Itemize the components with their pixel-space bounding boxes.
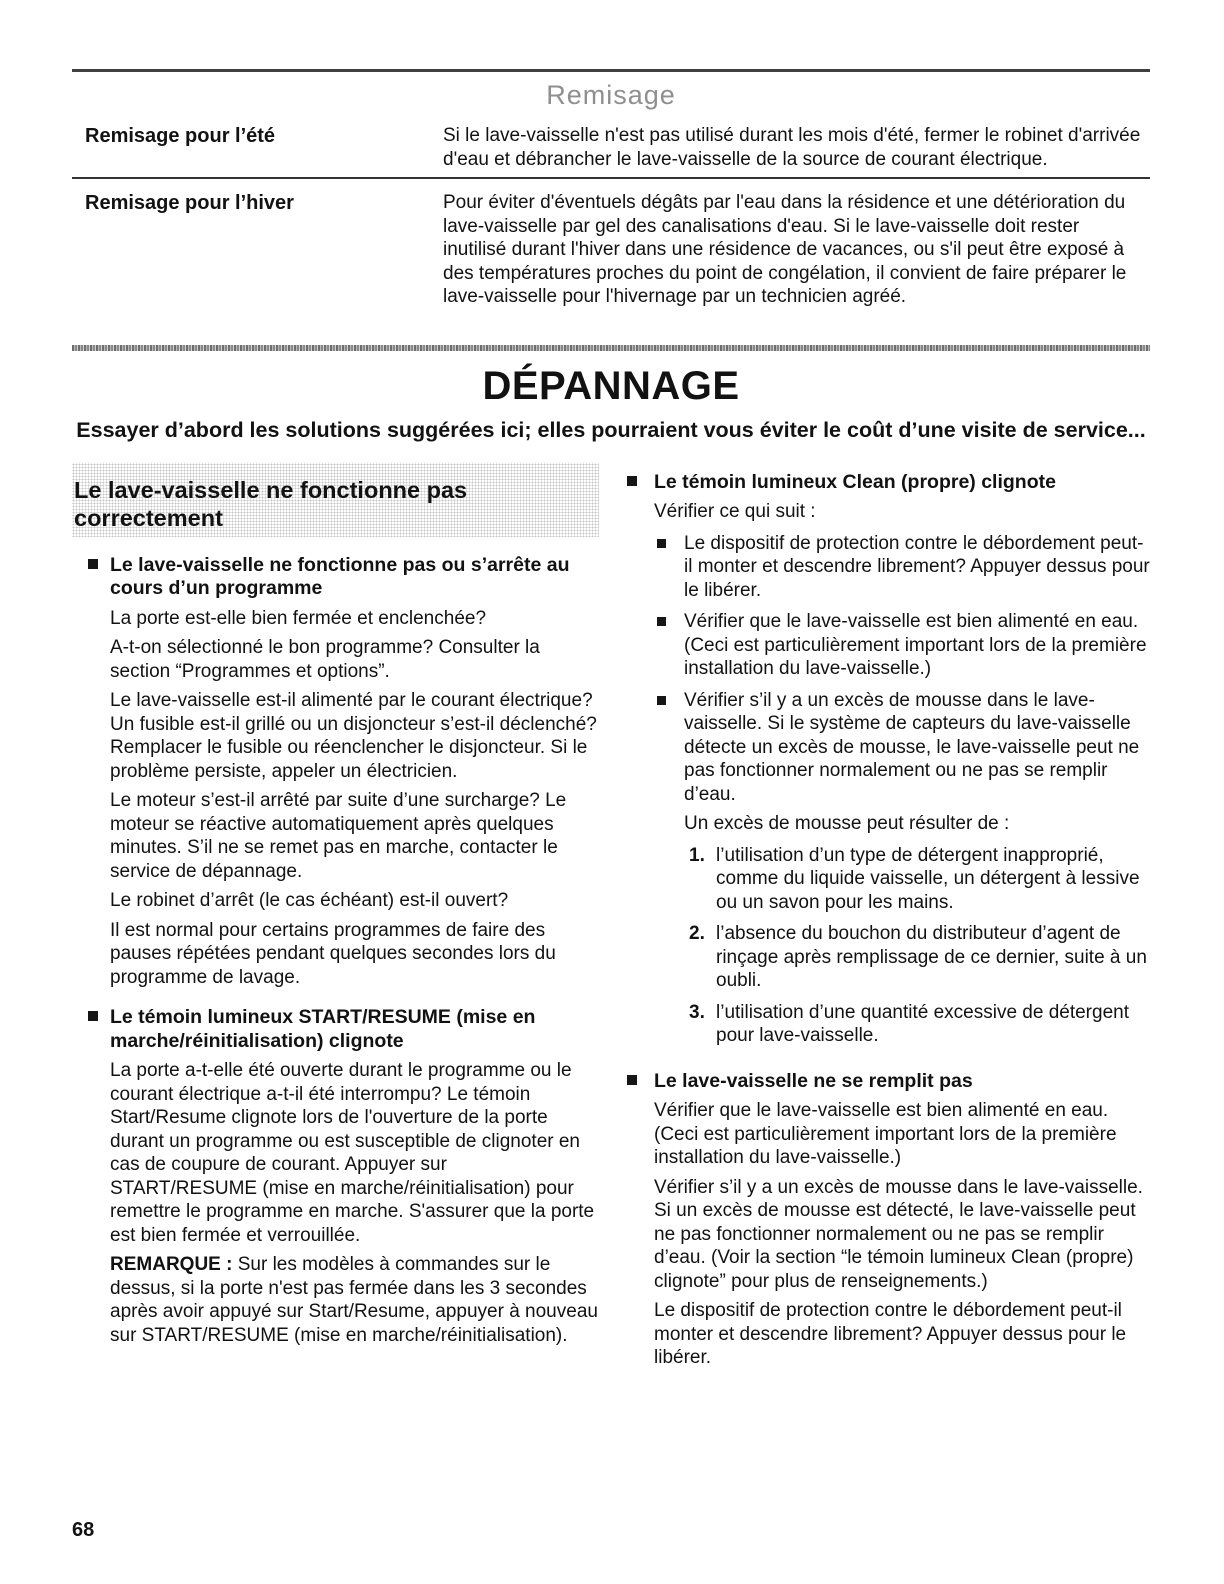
issue-item-clean-light-blinks — [627, 471, 1150, 1048]
numbered-item-text: l’utilisation d’une quantité excessive de détergent pour lave-vaisselle. — [716, 1001, 1129, 1046]
storage-section-title: Remisage — [546, 80, 676, 110]
issue-item-not-working — [72, 554, 599, 990]
sub-bullet — [654, 689, 1150, 807]
storage-row-label: Remisage pour l’été — [85, 125, 276, 147]
note-label: REMARQUE : — [110, 1254, 233, 1275]
top-rule-divider — [72, 69, 1150, 72]
issue-paragraph: Le lave-vaisselle est-il alimenté par le courant électrique? Un fusible est-il grillé ou un disjoncteur s’est-il déclenché? Remplacer le fusible ou réenclencher le disjoncteur. Si le problème persiste, appeler un électricien. — [110, 690, 597, 782]
issue-paragraph: Le dispositif de protection contre le débordement peut-il monter et descendre librement? Appuyer dessus pour le libérer. — [654, 1300, 1127, 1368]
right-column — [627, 463, 1150, 1370]
section-heading: Le lave-vaisselle ne fonctionne pas correctement — [72, 463, 599, 537]
numbered-item-text: l’utilisation d’un type de détergent inapproprié, comme du liquide vaisselle, un détergent à lessive ou un savon pour les mains. — [716, 844, 1140, 913]
stippled-section-divider — [72, 345, 1150, 351]
number-marker: 3. — [689, 1001, 705, 1023]
bullet-square-icon — [88, 559, 98, 569]
bullet-square-icon — [657, 617, 666, 626]
issue-heading: Le lave-vaisselle ne se remplit pas — [654, 1069, 973, 1092]
storage-row-winter — [72, 177, 1150, 317]
sub-bullet-text: Le dispositif de protection contre le débordement peut-il monter et descendre librement? Appuyer dessus pour le libérer. — [684, 532, 1150, 601]
note-text: Sur les modèles à commandes sur le dessus, si la porte n'est pas fermée dans les 3 secondes après avoir appuyé sur Start/Resume, appuyer à nouveau sur START/RESUME (mise en marche/réinitialisation). — [110, 1254, 598, 1346]
issue-paragraph: Le moteur s’est-il arrêté par suite d’une surcharge? Le moteur se réactive automatiquement après quelques minutes. S’il ne se remet pas en marche, contacter le service de dépannage. — [110, 790, 567, 882]
issue-paragraph: Vérifier ce qui suit : — [654, 501, 816, 522]
sub-bullet-text: Vérifier que le lave-vaisselle est bien alimenté en eau. (Ceci est particulièrement important lors de la première installation du lave-vaisselle.) — [684, 611, 1147, 679]
two-column-body — [72, 463, 1150, 1370]
issue-item-no-fill — [627, 1070, 1150, 1370]
troubleshooting-subtitle: Essayer d’abord les solutions suggérées ici; elles pourraient vous éviter le coût d’une visite de service... — [76, 417, 1146, 442]
numbered-item — [654, 922, 1150, 993]
left-column — [72, 463, 599, 1370]
sub-bullet — [654, 532, 1150, 603]
issue-paragraph: La porte a-t-elle été ouverte durant le programme ou le courant électrique a-t-il été interrompu? Le témoin Start/Resume clignote lors de l'ouverture de la porte durant un programme ou est susceptible de clignoter en cas de coupure de courant. Appuyer sur START/RESUME (mise en marche/réinitialisation) pour remettre le programme en marche. S'assurer que la porte est bien fermée et verrouillée. — [110, 1060, 595, 1246]
issue-heading: Le lave-vaisselle ne fonctionne pas ou s’arrête au cours d’un programme — [110, 553, 570, 599]
page-number: 68 — [72, 1519, 95, 1541]
issue-note — [110, 1253, 599, 1347]
sub-bullet-text: Vérifier s’il y a un excès de mousse dans le lave-vaisselle. Si le système de capteurs du lave-vaisselle détecte un excès de mousse, le lave-vaisselle peut ne pas fonctionner normalement ou ne pas se remplir d’eau. — [684, 689, 1140, 805]
numbered-item-text: l’absence du bouchon du distributeur d’agent de rinçage après remplissage de ce dernier, suite à un oubli. — [716, 923, 1147, 991]
numbered-item — [654, 844, 1150, 915]
issue-heading: Le témoin lumineux START/RESUME (mise en marche/réinitialisation) clignote — [110, 1006, 536, 1052]
storage-row-summer — [72, 112, 1150, 177]
bullet-square-icon — [88, 1011, 98, 1021]
sub-bullet — [654, 610, 1150, 681]
bullet-square-icon — [627, 476, 637, 486]
issue-paragraph: Le robinet d’arrêt (le cas échéant) est-il ouvert? — [110, 890, 509, 911]
issue-paragraph: Vérifier que le lave-vaisselle est bien alimenté en eau. (Ceci est particulièrement important lors de la première installation du lave-vaisselle.) — [654, 1100, 1117, 1168]
number-marker: 1. — [689, 844, 705, 866]
numbered-item — [654, 1001, 1150, 1048]
issue-paragraph: Il est normal pour certains programmes de faire des pauses répétées pendant quelques secondes lors du programme de lavage. — [110, 919, 556, 988]
bullet-square-icon — [627, 1075, 637, 1085]
storage-row-text: Pour éviter d'éventuels dégâts par l'eau dans la résidence et une détérioration du lave-vaisselle par gel des canalisations d'eau. Si le lave-vaisselle doit rester inutilisé durant l'hiver dans une résidence de vacances, ou s'il peut être exposé à des températures proches du point de congélation, il convient de faire préparer le lave-vaisselle pour l'hivernage par un technicien agréé. — [443, 192, 1127, 307]
issue-paragraph: A-t-on sélectionné le bon programme? Consulter la section “Programmes et options”. — [110, 637, 540, 682]
issue-item-start-resume-blinks — [72, 1006, 599, 1347]
issue-heading: Le témoin lumineux Clean (propre) clignote — [654, 470, 1056, 493]
issue-paragraph: Vérifier s’il y a un excès de mousse dans le lave-vaisselle. Si un excès de mousse est détecté, le lave-vaisselle peut ne pas fonctionner normalement ou ne pas se remplir d’eau. (Voir la section “le témoin lumineux Clean (propre) clignote” pour plus de renseignements.) — [654, 1176, 1143, 1292]
bullet-square-icon — [657, 539, 666, 548]
page-content — [0, 69, 1224, 1370]
bullet-square-icon — [657, 696, 666, 705]
storage-row-text: Si le lave-vaisselle n'est pas utilisé durant les mois d'été, fermer le robinet d'arrivée d'eau et débrancher le lave-vaisselle de la source de courant électrique. — [443, 125, 1141, 170]
issue-paragraph: La porte est-elle bien fermée et enclenchée? — [110, 607, 487, 629]
troubleshooting-title: DÉPANNAGE — [482, 363, 740, 408]
storage-row-label: Remisage pour l’hiver — [85, 192, 294, 214]
issue-paragraph: Un excès de mousse peut résulter de : — [684, 813, 1010, 834]
number-marker: 2. — [689, 923, 705, 944]
